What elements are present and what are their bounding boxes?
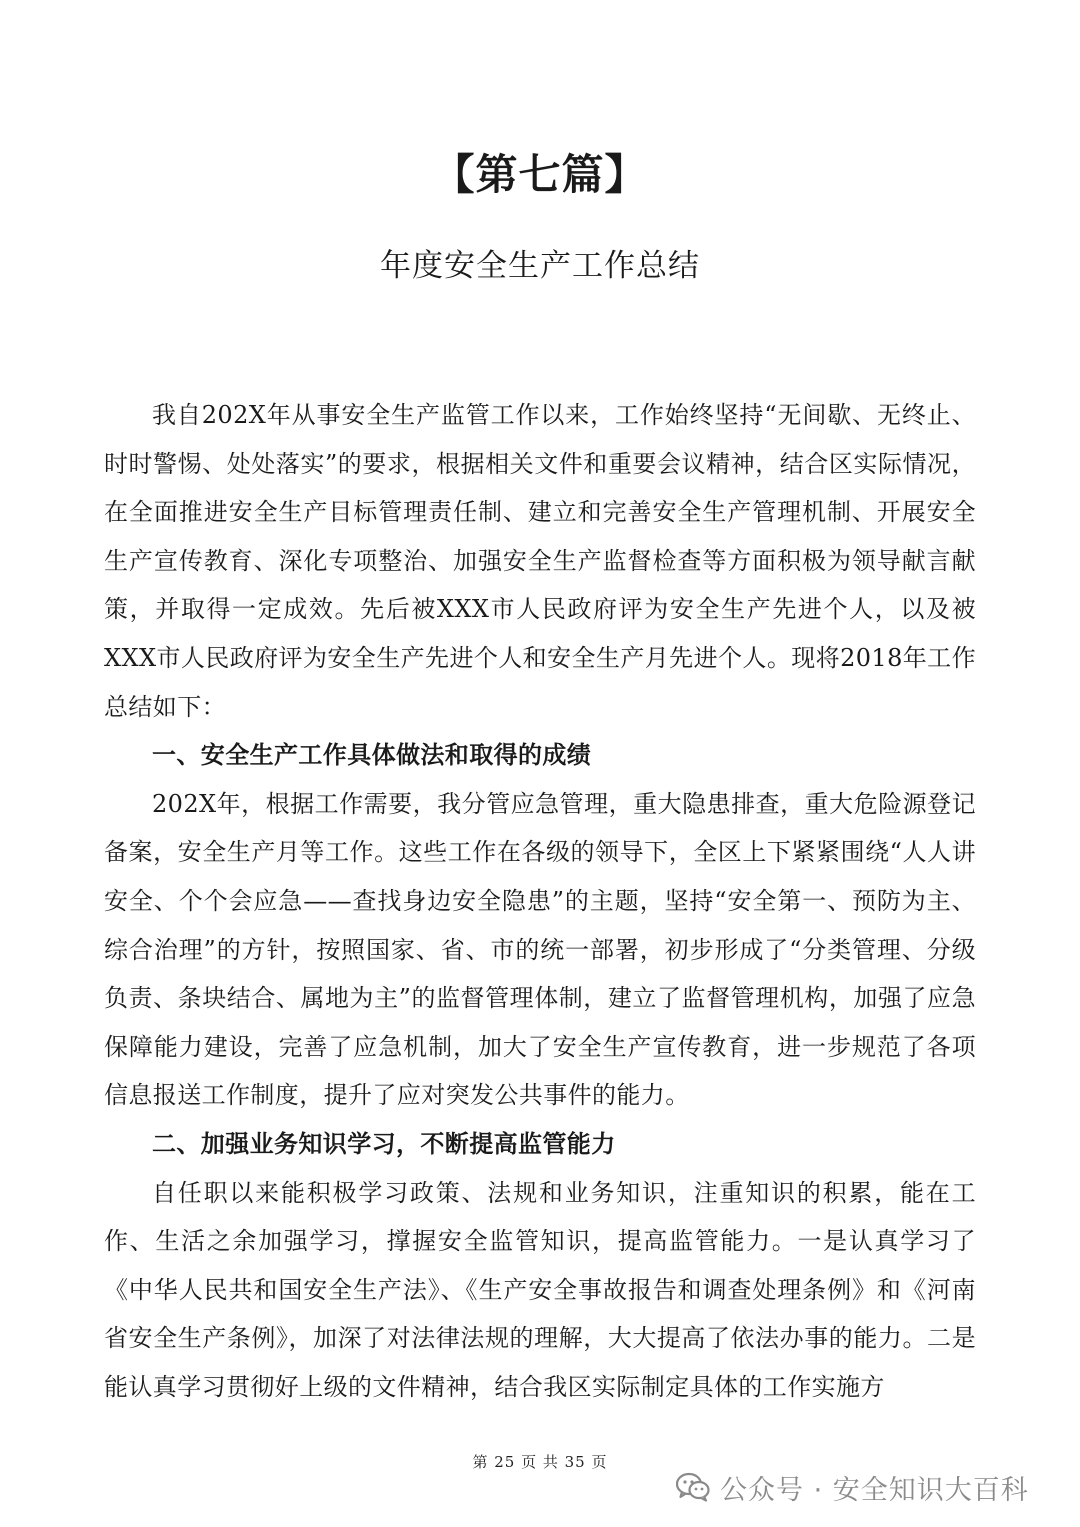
body-paragraph: 202X年，根据工作需要，我分管应急管理，重大隐患排查，重大危险源登记备案，安全生产月等工作。这些工作在各级的领导下，全区上下紧紧围绕“人人讲安全、个个会应急——查找身边安全隐患”的主题，坚持“安全第一、预防为主、综合治理”的方针，按照国家、省、市的统一部署，初步形成了“分类管理、分级负责、条块结合、属地为主”的监督管理体制，建立了监督管理机构，加强了应急保障能力建设，完善了应急机制，加大了安全生产宣传教育，进一步规范了各项信息报送工作制度，提升了应对突发公共事件的能力。 — [104, 789, 976, 1110]
page-number: 第 25 页 共 35 页 — [472, 1453, 608, 1471]
body-paragraph: 我自202X年从事安全生产监管工作以来，工作始终坚持“无间歇、无终止、时时警惕、处处落实”的要求，根据相关文件和重要会议精神，结合区实际情况，在全面推进安全生产目标管理责任制、建立和完善安全生产管理机制、开展安全生产宣传教育、深化专项整治、加强安全生产监督检查等方面积极为领导献言献策，并取得一定成效。先后被XXX市人民政府评为安全生产先进个人，以及被XXX市人民政府评为安全生产先进个人和安全生产月先进个人。现将2018年工作总结如下： — [104, 401, 976, 721]
document-title: 年度安全生产工作总结 — [380, 248, 700, 284]
chapter-title: 【第七篇】 — [432, 150, 648, 199]
section-heading: 二、加强业务知识学习，不断提高监管能力 — [152, 1129, 616, 1158]
document-body — [104, 391, 976, 1411]
body-paragraph: 自任职以来能积极学习政策、法规和业务知识，注重知识的积累，能在工作、生活之余加强学习，撑握安全监管知识，提高监管能力。一是认真学习了《中华人民共和国安全生产法》、《生产安全事故报告和调查处理条例》和《河南省安全生产条例》，加深了对法律法规的理解，大大提高了依法办事的能力。二是能认真学习贯彻好上级的文件精神，结合我区实际制定具体的工作实施方 — [104, 1178, 976, 1401]
watermark — [676, 1467, 1029, 1507]
watermark-text: 公众号 · 安全知识大百科 — [720, 1474, 1029, 1506]
section-heading: 一、安全生产工作具体做法和取得的成绩 — [152, 741, 592, 770]
wechat-icon — [676, 1472, 710, 1502]
